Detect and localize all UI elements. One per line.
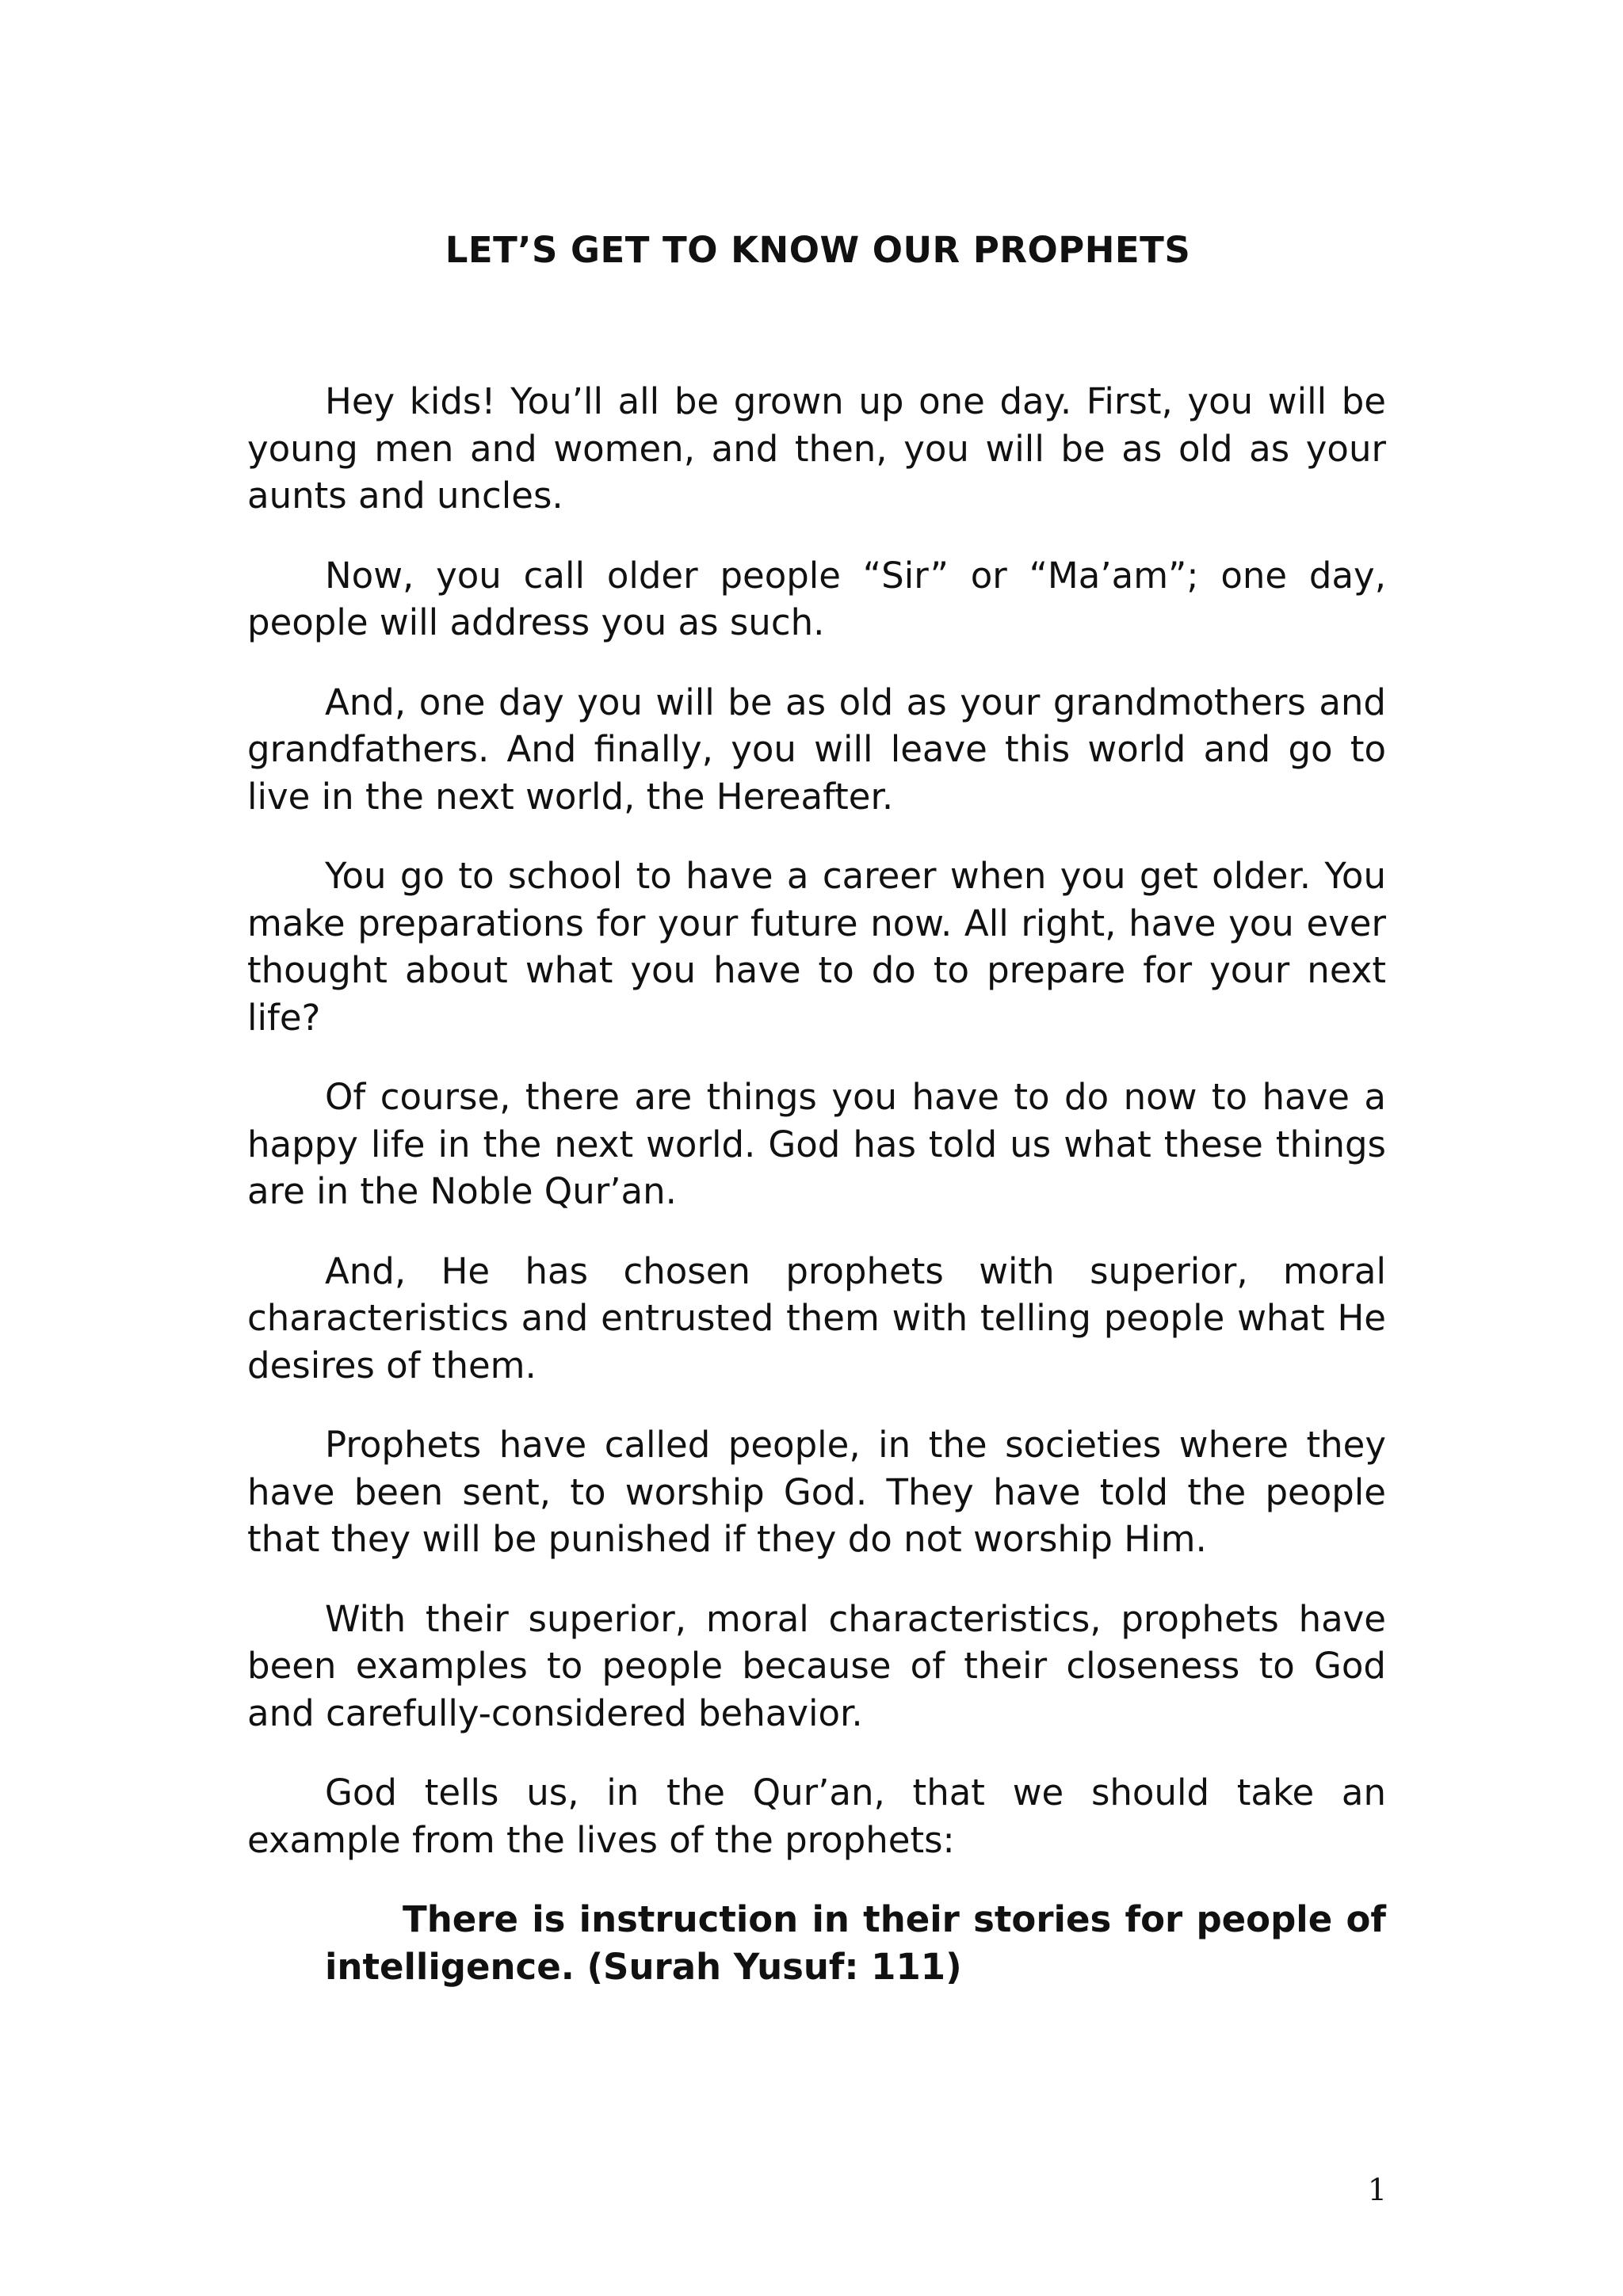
quran-quote: There is instruction in their stories for people of intelligence. (Surah Yusuf: 111): [325, 1898, 1386, 1988]
paragraph: You go to school to have a career when you get older. You make preparations for your future now. All right, have you ever thought about what you have to do to prepare for your next life?: [247, 855, 1386, 1039]
paragraph: God tells us, in the Qur’an, that we should take an example from the lives of the prophets:: [247, 1772, 1386, 1861]
paragraph: Hey kids! You’ll all be grown up one day. First, you will be young men and women, and then, you will be as old as your aunts and uncles.: [247, 380, 1386, 517]
page-number: 1: [1367, 2172, 1387, 2207]
paragraph: Now, you call older people “Sir” or “Ma’am”; one day, people will address you as such.: [247, 554, 1386, 643]
body-text: [247, 378, 1386, 2023]
paragraph: Of course, there are things you have to do now to have a happy life in the next world. God has told us what these things are in the Noble Qur’an.: [247, 1076, 1386, 1212]
paragraph: And, He has chosen prophets with superior, moral characteristics and entrusted them with telling people what He desires of them.: [247, 1249, 1386, 1386]
page-title: LET’S GET TO KNOW OUR PROPHETS: [445, 229, 1191, 271]
paragraph: Prophets have called people, in the societies where they have been sent, to worship God. They have told the people that they will be punished if they do not worship Him.: [247, 1424, 1386, 1560]
paragraph: With their superior, moral characteristics, prophets have been examples to people because of their closeness to God and carefully-considered behavior.: [247, 1597, 1386, 1734]
paragraph: And, one day you will be as old as your grandmothers and grandfathers. And finally, you will leave this world and go to live in the next world, the Hereafter.: [247, 681, 1386, 818]
